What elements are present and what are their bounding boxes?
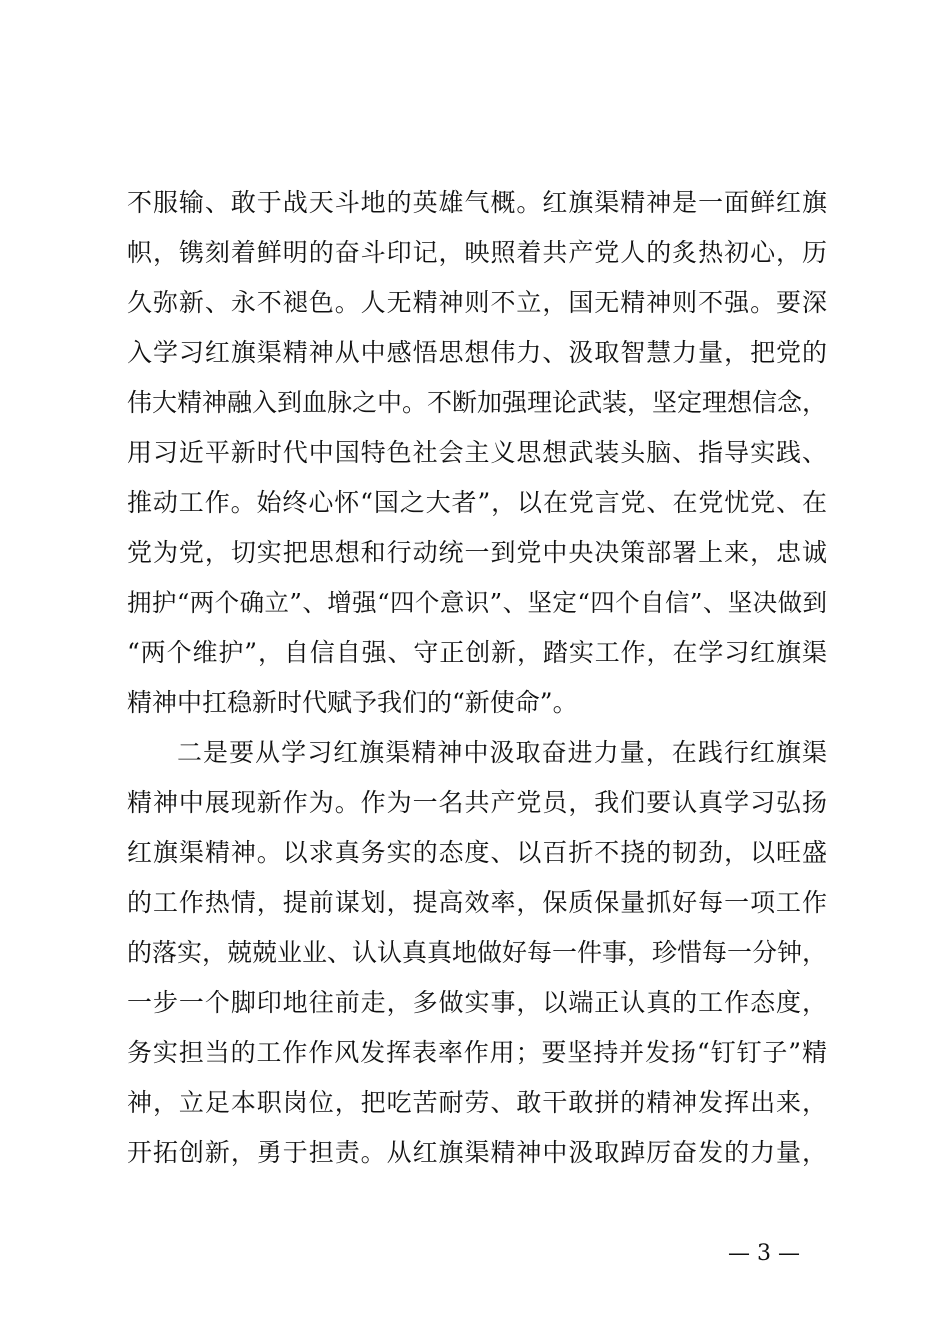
text-line: 神，立足本职岗位，把吃苦耐劳、敢干敢拼的精神发挥出来， — [127, 1088, 827, 1117]
text-line: 二是要从学习红旗渠精神中汲取奋进力量，在践行红旗渠 — [177, 738, 827, 767]
text-line: 的落实，兢兢业业、认认真真地做好每一件事，珍惜每一分钟， — [127, 938, 828, 967]
paragraph-2 — [127, 728, 827, 1178]
text-line: 开拓创新，勇于担责。从红旗渠精神中汲取踔厉奋发的力量， — [127, 1138, 827, 1167]
document-body — [127, 178, 827, 1178]
text-line: 一步一个脚印地往前走，多做实事，以端正认真的工作态度， — [127, 988, 827, 1017]
text-line: 务实担当的工作作风发挥表率作用；要坚持并发扬“钉钉子”精 — [127, 1038, 827, 1067]
text-line: 久弥新、永不褪色。人无精神则不立，国无精神则不强。要深 — [127, 288, 827, 317]
text-line: 拥护“两个确立”、增强“四个意识”、坚定“四个自信”、坚决做到 — [127, 588, 827, 617]
text-line: “两个维护”，自信自强、守正创新，踏实工作，在学习红旗渠 — [127, 638, 827, 667]
text-line: 精神中展现新作为。作为一名共产党员，我们要认真学习弘扬 — [127, 788, 827, 817]
text-line: 不服输、敢于战天斗地的英雄气概。红旗渠精神是一面鲜红旗 — [127, 188, 827, 217]
text-line: 伟大精神融入到血脉之中。不断加强理论武装，坚定理想信念， — [127, 388, 828, 417]
text-line: 用习近平新时代中国特色社会主义思想武装头脑、指导实践、 — [127, 438, 827, 467]
paragraph-1 — [127, 178, 827, 728]
text-line: 推动工作。始终心怀“国之大者”，以在党言党、在党忧党、在 — [127, 488, 827, 517]
text-line: 红旗渠精神。以求真务实的态度、以百折不挠的韧劲，以旺盛 — [127, 838, 827, 867]
text-line: 入学习红旗渠精神从中感悟思想伟力、汲取智慧力量，把党的 — [127, 338, 827, 367]
text-line: 精神中扛稳新时代赋予我们的“新使命”。 — [127, 688, 578, 717]
text-line: 党为党，切实把思想和行动统一到党中央决策部署上来，忠诚 — [127, 538, 827, 567]
page-number: — 3 — — [728, 1241, 800, 1266]
text-line: 的工作热情，提前谋划，提高效率，保质保量抓好每一项工作 — [127, 888, 827, 917]
text-line: 帜，镌刻着鲜明的奋斗印记，映照着共产党人的炙热初心，历 — [127, 238, 827, 267]
